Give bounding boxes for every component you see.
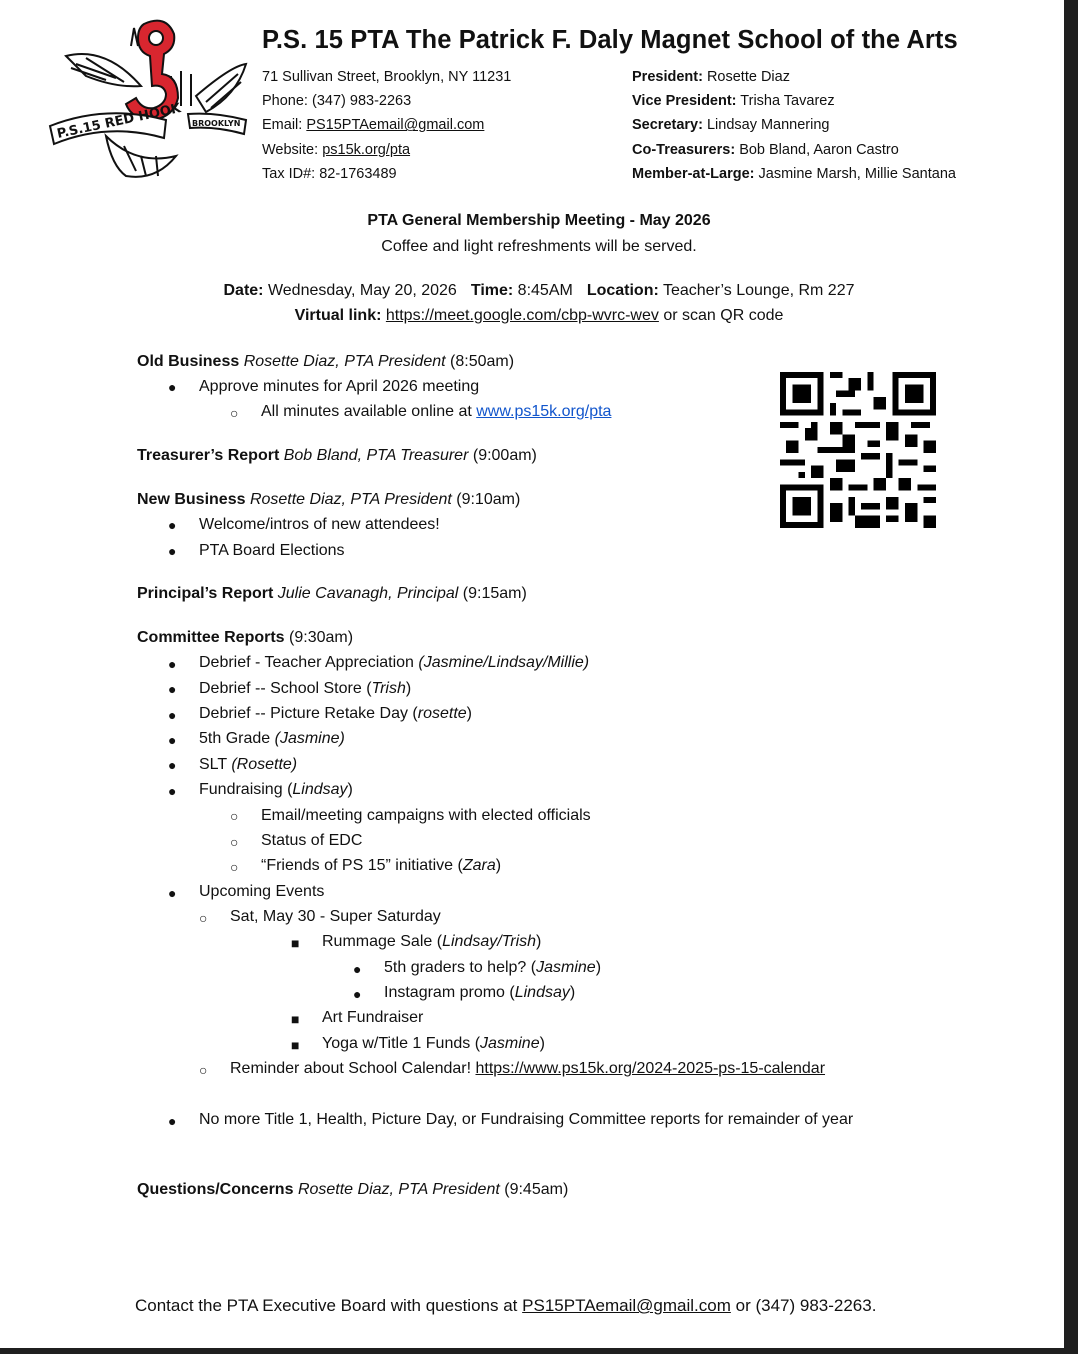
circle-bullet-icon: ○ (230, 405, 239, 421)
agenda-item: SLT (Rosette) (199, 756, 298, 773)
section-principal-report: Principal’s Report Julie Cavanagh, Principal (9:15am) (137, 585, 527, 602)
agenda-subitem: Rummage Sale (Lindsay/Trish) (322, 933, 542, 950)
officer-president: President: Rosette Diaz (632, 69, 790, 85)
address: 71 Sullivan Street, Brooklyn, NY 11231 (262, 69, 512, 85)
bullet-icon: ● (353, 961, 362, 977)
officer-vice-president: Vice President: Trisha Tavarez (632, 93, 835, 110)
phone-line: Phone: (347) 983-2263 (262, 93, 412, 110)
section-new-business: New Business Rosette Diaz, PTA President (9:10am) (137, 491, 521, 508)
footer-contact: Contact the PTA Executive Board with questions at PS15PTAemail@gmail.com or (347) 983-2263. (135, 1296, 877, 1315)
website-link[interactable]: ps15k.org/pta (322, 141, 411, 158)
agenda-item: Debrief -- Picture Retake Day (rosette) (199, 705, 472, 722)
virtual-link-line: Virtual link: https://meet.google.com/cbp-wvrc-wev or scan QR code (294, 307, 784, 324)
bullet-icon: ● (168, 783, 177, 799)
square-bullet-icon: ■ (291, 1011, 300, 1027)
agenda-item: Debrief -- School Store (Trish) (199, 680, 412, 697)
section-questions-concerns: Questions/Concerns Rosette Diaz, PTA President (9:45am) (137, 1181, 569, 1198)
agenda-subitem: Art Fundraiser (322, 1009, 424, 1026)
meeting-details: Date: Wednesday, May 20, 2026 Time: 8:45AM Location: Teacher’s Lounge, Rm 227 (223, 282, 855, 299)
agenda-subitem: Instagram promo (Lindsay) (384, 984, 576, 1001)
officers-list (632, 65, 956, 186)
website-line: Website: ps15k.org/pta (262, 141, 411, 158)
officer-member-at-large: Member-at-Large: Jasmine Marsh, Millie Santana (632, 165, 956, 182)
logo-ribbon-left-text: P.S.15 RED HOOK (55, 100, 183, 142)
agenda-subitem: All minutes available online at www.ps15k.org/pta (261, 403, 612, 420)
bullet-icon: ● (168, 732, 177, 748)
agenda-item: Fundraising (Lindsay) (199, 781, 353, 798)
tax-id: 82-1763489 (319, 165, 397, 182)
virtual-meeting-link[interactable]: https://meet.google.com/cbp-wvrc-wev (385, 307, 659, 324)
agenda-item: Approve minutes for April 2026 meeting (199, 378, 480, 395)
agenda-subitem: Reminder about School Calendar! https://www.ps15k.org/2024-2025-ps-15-calendar (230, 1060, 826, 1077)
section-treasurer-report: Treasurer’s Report Bob Bland, PTA Treasurer (9:00am) (137, 447, 537, 464)
bullet-icon: ● (168, 707, 177, 723)
bullet-icon: ● (168, 1113, 177, 1129)
school-calendar-link[interactable]: https://www.ps15k.org/2024-2025-ps-15-calendar (475, 1060, 826, 1077)
meeting-location: Teacher’s Lounge, Rm 227 (662, 282, 855, 299)
section-old-business: Old Business Rosette Diaz, PTA President (8:50am) (137, 353, 515, 370)
meeting-date: Wednesday, May 20, 2026 (267, 282, 457, 299)
ps15-red-hook-logo (46, 16, 252, 184)
agenda-item: 5th Grade (Jasmine) (199, 730, 345, 747)
agenda-subitem: 5th graders to help? (Jasmine) (384, 959, 602, 976)
bullet-icon: ● (168, 379, 177, 395)
agenda-item: Debrief - Teacher Appreciation (Jasmine/Lindsay/Millie) (199, 654, 590, 671)
agenda-item: Upcoming Events (199, 883, 325, 900)
bullet-icon: ● (353, 986, 362, 1002)
meeting-subtitle: Coffee and light refreshments will be served. (381, 238, 697, 255)
bullet-icon: ● (168, 757, 177, 773)
section-committee-reports: Committee Reports (9:30am) (137, 629, 354, 646)
agenda-subitem: Sat, May 30 - Super Saturday (230, 908, 441, 925)
circle-bullet-icon: ○ (199, 910, 208, 926)
school-title: P.S. 15 PTA The Patrick F. Daly Magnet School of the Arts (262, 26, 958, 54)
meeting-time: 8:45AM (517, 282, 573, 299)
square-bullet-icon: ■ (291, 935, 300, 951)
bullet-icon: ● (168, 885, 177, 901)
agenda-subitem: Email/meeting campaigns with elected officials (261, 807, 591, 824)
bullet-icon: ● (168, 517, 177, 533)
bullet-icon: ● (168, 656, 177, 672)
circle-bullet-icon: ○ (230, 808, 239, 824)
officer-secretary: Secretary: Lindsay Mannering (632, 117, 830, 134)
phone-number: (347) 983-2263 (312, 93, 412, 110)
officer-co-treasurers: Co-Treasurers: Bob Bland, Aaron Castro (632, 141, 899, 158)
bullet-icon: ● (168, 543, 177, 559)
agenda-item: PTA Board Elections (199, 542, 345, 559)
agenda-subitem: Yoga w/Title 1 Funds (Jasmine) (322, 1035, 545, 1052)
circle-bullet-icon: ○ (230, 834, 239, 850)
contact-info (262, 65, 511, 186)
tax-id-line: Tax ID#: 82-1763489 (262, 165, 397, 182)
agenda-subitem: Status of EDC (261, 832, 363, 849)
minutes-link[interactable]: www.ps15k.org/pta (476, 403, 612, 420)
footer-email-link[interactable]: PS15PTAemail@gmail.com (522, 1296, 731, 1315)
qr-code (780, 372, 936, 528)
agenda-item: Welcome/intros of new attendees! (199, 516, 440, 533)
bullet-icon: ● (168, 681, 177, 697)
email-line: Email: PS15PTAemail@gmail.com (262, 117, 485, 134)
circle-bullet-icon: ○ (230, 859, 239, 875)
footer-phone: (347) 983-2263. (755, 1296, 877, 1315)
agenda-item: No more Title 1, Health, Picture Day, or Fundraising Committee reports for remainder of year (199, 1111, 854, 1128)
email-link[interactable]: PS15PTAemail@gmail.com (306, 117, 485, 134)
logo-ribbon-right-text: BROOKLYN (192, 119, 241, 128)
circle-bullet-icon: ○ (199, 1062, 208, 1078)
square-bullet-icon: ■ (291, 1037, 300, 1053)
meeting-title: PTA General Membership Meeting - May 2026 (367, 212, 711, 229)
agenda-subitem: “Friends of PS 15” initiative (Zara) (261, 857, 502, 874)
